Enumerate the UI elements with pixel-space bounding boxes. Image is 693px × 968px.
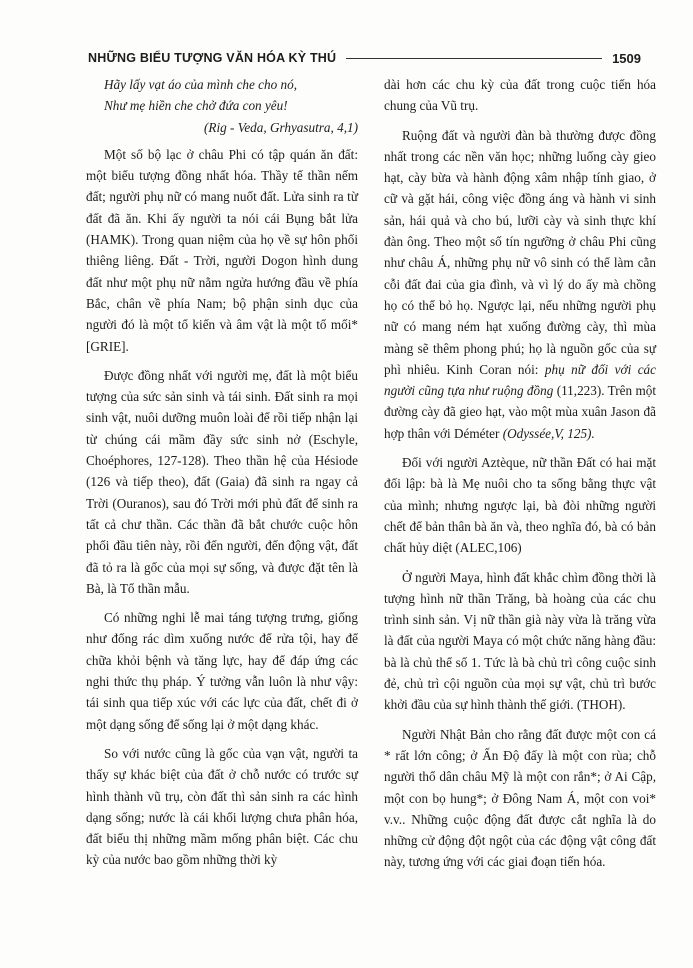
paragraph	[384, 125, 656, 444]
citation-italic: (Odyssée,V, 125).	[502, 425, 595, 441]
paragraph-text: (11,223). Trên một đường cày đã gieo hạt, vào một mùa xuân Jason đã hợp thân với Déméter	[384, 383, 656, 441]
epigraph-source: (Rig - Veda, Grhyasutra, 4,1)	[204, 119, 358, 135]
epigraph	[86, 74, 358, 138]
paragraph: Đối với người Aztèque, nữ thần Đất có hai mặt đối lập: bà là Mẹ nuôi cho ta sống bằng thực vật của mình; nhưng ngược lại, bà đòi những người chết để bản thân bà ăn và, theo nghĩa đó, bà có bản chất hủy diệt (ALEC,106)	[384, 455, 656, 556]
running-header	[88, 48, 641, 68]
paragraph: Một số bộ lạc ở châu Phi có tập quán ăn đất: một biểu tượng đồng nhất hóa. Thầy tế thần nếm đất; người phụ nữ có mang nuốt đất. Lửa sinh ra từ đất đã ăn. Khi ấy người ta nói cái Bụng bắt lửa (HAMK). Trong quan niệm của họ về sự hôn phối thiêng liêng. Đất - Trời, người Dogon hình dung đất như một phụ nữ nằm ngửa hướng đầu về phía Bắc, chân về phía Nam; bộ phận sinh dục của người đó là một tổ kiến và âm vật là một tổ mối* [GRIE].	[86, 146, 358, 354]
paragraph: Có những nghi lễ mai táng tượng trưng, giống như đống rác dìm xuống nước để rửa tội, hay để chữa khỏi bệnh và tăng lực, hay để đáp ứng các nghi thức thụ pháp. Ý tưởng vẫn luôn là như vậy: tái sinh qua tiếp xúc với các lực của đất, chết đi ở một dạng sống để sống lại ở một dạng khác.	[86, 610, 358, 732]
paragraph: Người Nhật Bản cho rằng đất được một con cá * rất lớn công; ở Ấn Độ đấy là một con rùa; chỗ người thổ dân châu Mỹ là một con rắn*; ở Ai Cập, một con bọ hung*; ở Đông Nam Á, một con voi* v.v.. Những cuộc động đất được cắt nghĩa là do những cử động đột ngột của các động vật công đất này, tương ứng với các giai đoạn tiến hóa.	[384, 726, 656, 870]
right-column	[384, 74, 656, 881]
header-rule	[346, 58, 602, 59]
paragraph-text: Ruộng đất và người đàn bà thường được đồng nhất trong các nền văn học; những luống cày gieo hạt, cày bừa và hành động xâm nhập tính giao, ở cữ và gặt hái, công việc đồng áng và hành vi sinh sản, hái quả và cho bú, lưỡi cày và sinh thực khí đàn ông. Theo một số tín ngưỡng ở châu Phi cũng như châu Á, những phụ nữ vô sinh có thể làm cằn cỗi đất đai của gia đình, và vì lý do ấy mà chồng họ có thể bỏ họ. Ngược lại, nếu những người phụ nữ có mang ném hạt xuống đường cày, thì mùa màng sẽ thêm phong phú; họ là nguồn gốc của sự phì nhiêu. Kinh Coran nói:	[384, 127, 656, 377]
epigraph-line-1: Hãy lấy vạt áo của mình che cho nó,	[104, 77, 297, 92]
paragraph: Ở người Maya, hình đất khắc chìm đồng thời là tượng hình nữ thần Trăng, bà hoàng của các chu trình sinh sản. Vị nữ thần già này vừa là trăng vừa là đất của người Maya có một chức năng hàng đầu: bà là chủ thể số 1. Tức là bà chủ trì công cuộc sinh đẻ, chủ trì cội nguồn của mọi sự vật, chủ trì bước khởi đầu của sự hình thành thế giới. (THOH).	[384, 569, 656, 713]
quote-italic: phụ nữ đối với các người cũng tựa như ruộng đồng	[384, 361, 656, 399]
epigraph-line-2: Như mẹ hiền che chở đứa con yêu!	[104, 98, 288, 114]
running-head-title: NHỮNG BIỂU TƯỢNG VĂN HÓA KỲ THÚ	[88, 51, 337, 65]
paragraph: Được đồng nhất với người mẹ, đất là một biểu tượng của sức sản sinh và tái sinh. Đất sinh ra mọi sinh vật, nuôi dưỡng muôn loài để rồi tiếp nhận lại từ chúng cái mầm đầy sức sinh nở (Eschyle, Choéphores, 127-128). Theo thần hệ của Hésiode (126 và tiếp theo), đất (Gaia) đã sinh ra ngay cả Trời (Ouranos), sau đó Trời mới phủ đất để sinh ra tất cả chư thần. Các thần đã bắt chước cuộc hôn phối đầu tiên này, rồi đến người, đến động vật, đất đã tỏ ra là gốc của mọi sự sống, và được đặt tên là Bà, là Tổ thần mẫu.	[86, 367, 358, 596]
paragraph-continued: dài hơn các chu kỳ của đất trong cuộc tiến hóa chung của Vũ trụ.	[384, 77, 656, 114]
left-column	[86, 74, 358, 879]
page-number: 1509	[612, 50, 641, 66]
paragraph: So với nước cũng là gốc của vạn vật, người ta thấy sự khác biệt của đất ở chỗ nước có trước sự hình thành vũ trụ, còn đất thì sản sinh ra các hình dạng sống; nước là cái khối lượng chưa phân hóa, đất biểu thị những mầm mống phân biệt. Các chu kỳ của nước bao gồm những thời kỳ	[86, 745, 358, 868]
